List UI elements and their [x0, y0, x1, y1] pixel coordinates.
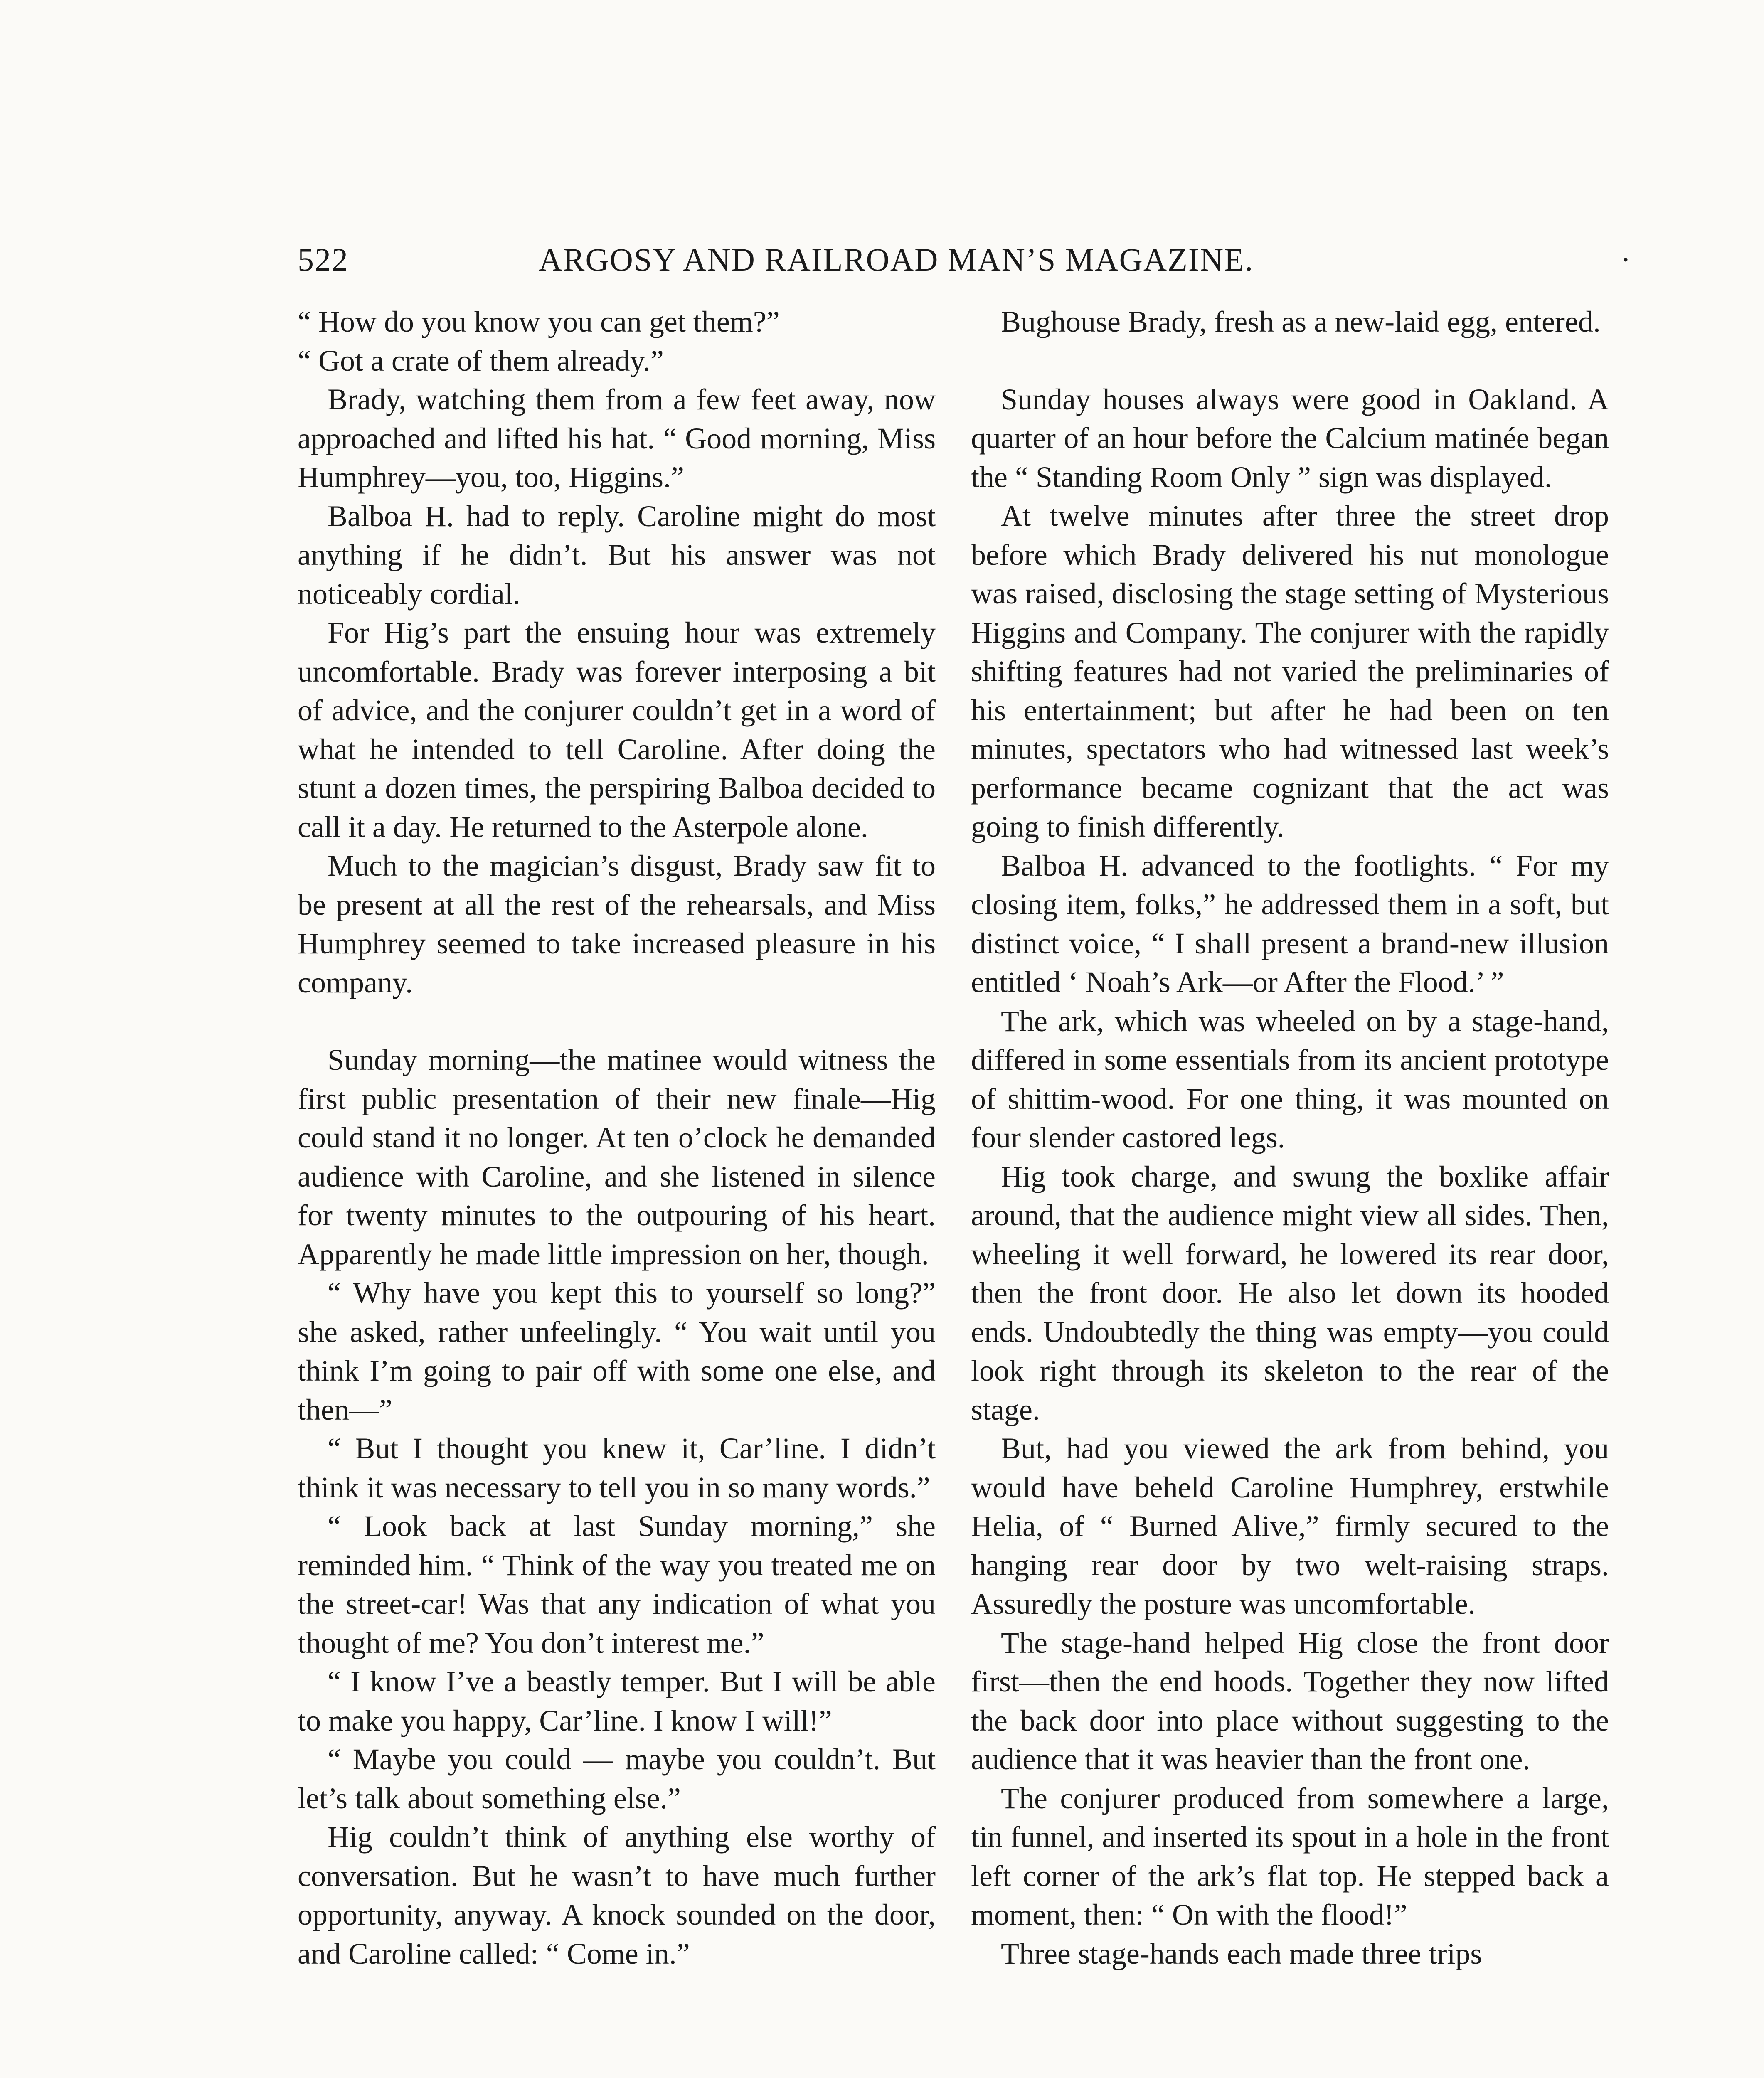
paragraph: “ Look back at last Sunday morning,” she reminded him. “ Think of the way you treated me on the street-car! Was that any indication of what you thought of me? You don’t interest me.”: [298, 1509, 936, 1659]
paragraph: At twelve minutes after three the street drop before which Brady delivered his nut monologue was raised, disclosing the stage setting of Mysterious Higgins and Company. The conjurer with the rapidly shifting features had not varied the preliminaries of his entertainment; but after he had been on ten minutes, spectators who had witnessed last week’s performance became cognizant that the act was going to finish differently.: [971, 499, 1609, 843]
paragraph: “ But I thought you knew it, Car’line. I didn’t think it was necessary to tell you in so many words.”: [298, 1432, 936, 1504]
paragraph: Brady, watching them from a few feet away, now approached and lifted his hat. “ Good morning, Miss Humphrey—you, too, Higgins.”: [298, 383, 936, 494]
paragraph: Balboa H. advanced to the footlights. “ For my closing item, folks,” he addressed them in a soft, but distinct voice, “ I shall present a brand-new illusion entitled ‘ Noah’s Ark—or After the Flood.’ ”: [971, 849, 1609, 999]
right-column: [971, 303, 1609, 1973]
paragraph: “ How do you know you can get them?”: [298, 305, 780, 338]
paragraph: Sunday houses always were good in Oakland. A quarter of an hour before the Calcium matinée began the “ Standing Room Only ” sign was displayed.: [971, 382, 1609, 494]
paragraph: “ I know I’ve a beastly temper. But I will be able to make you happy, Car’line. I know I will!”: [298, 1665, 936, 1737]
paragraph: Much to the magician’s disgust, Brady saw fit to be present at all the rest of the rehearsals, and Miss Humphrey seemed to take increased pleasure in his company.: [298, 849, 936, 999]
paragraph: “ Maybe you could — maybe you couldn’t. But let’s talk about something else.”: [298, 1743, 936, 1815]
paragraph: Balboa H. had to reply. Caroline might do most anything if he didn’t. But his answer was not noticeably cordial.: [298, 499, 936, 611]
running-head: ARGOSY AND RAILROAD MAN’S MAGAZINE.: [539, 241, 1254, 278]
page-number: 522: [298, 241, 349, 278]
paragraph: For Hig’s part the ensuing hour was extremely uncomfortable. Brady was forever interposing a bit of advice, and the conjurer couldn’t get in a word of what he intended to tell Caroline. After doing the stunt a dozen times, the perspiring Balboa decided to call it a day. He returned to the Asterpole alone.: [298, 616, 936, 844]
paragraph: The conjurer produced from somewhere a large, tin funnel, and inserted its spout in a hole in the front left corner of the ark’s flat top. He stepped back a moment, then: “ On with the flood!”: [971, 1781, 1609, 1931]
page-header: [298, 241, 1632, 287]
header-mark: ·: [1620, 241, 1632, 278]
paragraph: The stage-hand helped Hig close the front door first—then the end hoods. Together they now lifted the back door into place without suggesting to the audience that it was heavier than the front one.: [971, 1626, 1609, 1776]
paragraph: Three stage-hands each made three trips: [1001, 1937, 1482, 1970]
paragraph: But, had you viewed the ark from behind, you would have beheld Caroline Humphrey, erstwhile Helia, of “ Burned Alive,” firmly secured to the hanging rear door by two welt-raising straps. Assuredly the posture was uncomfortable.: [971, 1432, 1609, 1620]
left-column: [298, 303, 936, 1973]
paragraph: “ Got a crate of them already.”: [298, 344, 664, 377]
paragraph: Hig took charge, and swung the boxlike affair around, that the audience might view all sides. Then, wheeling it well forward, he lowered its rear door, then the front door. He also let down its hooded ends. Undoubtedly the thing was empty—you could look right through its skeleton to the rear of the stage.: [971, 1160, 1609, 1426]
paragraph: Bughouse Brady, fresh as a new-laid egg, entered.: [1001, 305, 1601, 338]
paragraph: Sunday morning—the matinee would witness the first public presentation of their new finale—Hig could stand it no longer. At ten o’clock he demanded audience with Caroline, and she listened in silence for twenty minutes to the outpouring of his heart. Apparently he made little impression on her, though.: [298, 1043, 936, 1271]
paragraph: Hig couldn’t think of anything else worthy of conversation. But he wasn’t to have much further opportunity, anyway. A knock sounded on the door, and Caroline called: “ Come in.”: [298, 1820, 936, 1970]
paragraph: “ Why have you kept this to yourself so long?” she asked, rather unfeelingly. “ You wait until you think I’m going to pair off with some one else, and then—”: [298, 1276, 936, 1426]
paragraph: The ark, which was wheeled on by a stage-hand, differed in some essentials from its ancient prototype of shittim-wood. For one thing, it was mounted on four slender castored legs.: [971, 1004, 1609, 1154]
